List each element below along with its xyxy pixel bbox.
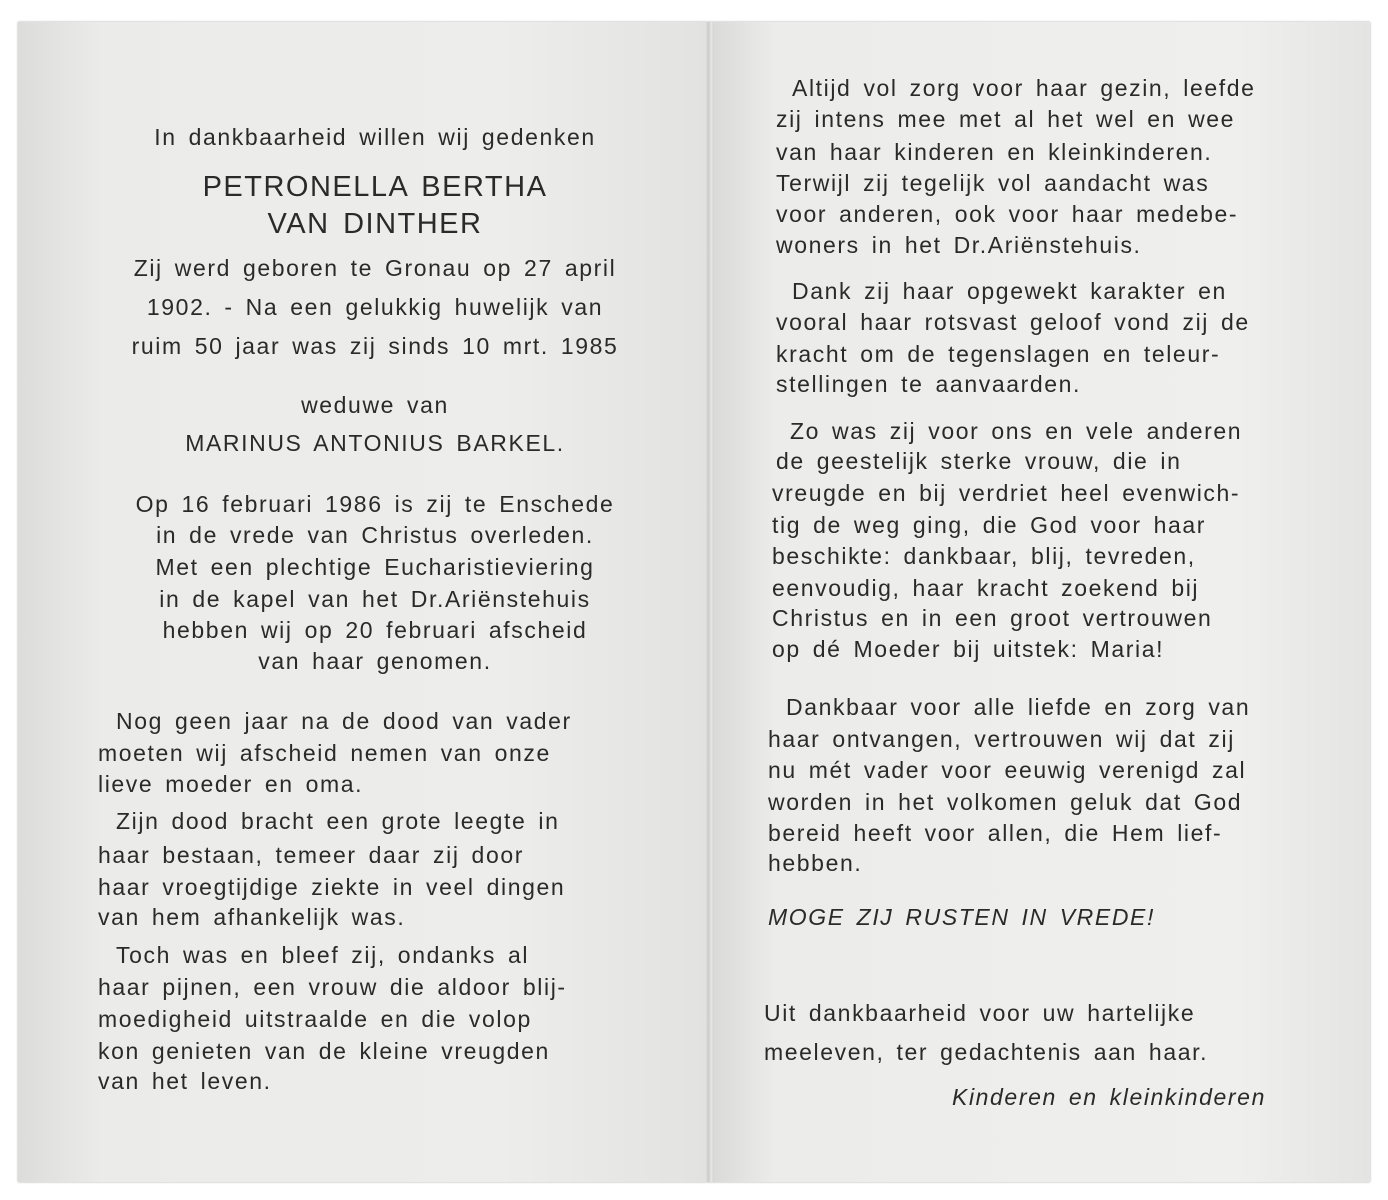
card-fold — [706, 22, 714, 1182]
intro-text: In dankbaarheid willen wij gedenken — [154, 124, 596, 150]
thanks-line: Uit dankbaarheid voor uw hartelijke — [764, 1000, 1196, 1026]
birth-line: ruim 50 jaar was zij sinds 10 mrt. 1985 — [131, 333, 619, 359]
widow-of-text: weduwe van — [301, 392, 449, 418]
right-paragraph-line: haar ontvangen, vertrouwen wij dat zij — [768, 726, 1235, 752]
left-paragraph-line: van het leven. — [98, 1068, 272, 1094]
right-paragraph-line: Dank zij haar opgewekt karakter en — [792, 278, 1227, 304]
left-paragraph-line: moedigheid uitstraalde en die volop — [98, 1006, 532, 1032]
right-paragraph-line: Altijd vol zorg voor haar gezin, leefde — [792, 75, 1256, 101]
right-paragraph-line: vooral haar rotsvast geloof vond zij de — [776, 309, 1250, 335]
right-paragraph-line: eenvoudig, haar kracht zoekend bij — [772, 575, 1200, 601]
right-paragraph-line: zij intens mee met al het wel en wee — [776, 106, 1236, 132]
death-line: hebben wij op 20 februari afscheid — [162, 617, 588, 643]
deceased-name-line1: PETRONELLA BERTHA — [202, 171, 548, 203]
right-paragraph-line: woners in het Dr.Ariënstehuis. — [776, 232, 1142, 258]
right-paragraph-line: Zo was zij voor ons en vele anderen — [790, 418, 1243, 444]
birth-line: Zij werd geboren te Gronau op 27 april — [133, 255, 617, 281]
death-line: Met een plechtige Eucharistieviering — [155, 554, 595, 580]
left-paragraph-line: haar bestaan, temeer daar zij door — [98, 842, 524, 868]
right-paragraph-line: vreugde en bij verdriet heel evenwich- — [772, 480, 1241, 506]
right-paragraph-line: nu mét vader voor eeuwig verenigd zal — [768, 757, 1247, 783]
death-line: in de kapel van het Dr.Ariënstehuis — [159, 586, 591, 612]
right-paragraph-line: kracht om de tegenslagen en teleur- — [776, 341, 1221, 367]
right-paragraph-line: worden in het volkomen geluk dat God — [768, 789, 1243, 815]
left-paragraph-line: moeten wij afscheid nemen van onze — [98, 740, 551, 766]
left-paragraph-line: haar vroegtijdige ziekte in veel dingen — [98, 874, 566, 900]
birth-line: 1902. - Na een gelukkig huwelijk van — [146, 294, 604, 320]
left-paragraph-line: Toch was en bleef zij, ondanks al — [116, 942, 530, 968]
right-paragraph-line: tig de weg ging, die God voor haar — [772, 512, 1207, 538]
thanks-line: meeleven, ter gedachtenis aan haar. — [764, 1039, 1209, 1065]
deceased-name-line2: VAN DINTHER — [267, 208, 483, 240]
left-paragraph-line: haar pijnen, een vrouw die aldoor blij- — [98, 974, 567, 1000]
right-paragraph-line: hebben. — [768, 850, 863, 876]
right-paragraph-line: beschikte: dankbaar, blij, tevreden, — [772, 543, 1196, 569]
left-paragraph-line: Nog geen jaar na de dood van vader — [116, 708, 572, 734]
right-paragraph-line: stellingen te aanvaarden. — [776, 371, 1082, 397]
right-paragraph-line: Terwijl zij tegelijk vol aandacht was — [776, 170, 1210, 196]
left-paragraph-line: kon genieten van de kleine vreugden — [98, 1038, 550, 1064]
right-paragraph-line: van haar kinderen en kleinkinderen. — [776, 139, 1213, 165]
signature-text: Kinderen en kleinkinderen — [952, 1084, 1266, 1110]
right-paragraph-line: Dankbaar voor alle liefde en zorg van — [786, 694, 1251, 720]
death-line: van haar genomen. — [258, 648, 492, 674]
prayer-text: MOGE ZIJ RUSTEN IN VREDE! — [768, 904, 1155, 930]
left-paragraph-line: lieve moeder en oma. — [98, 771, 364, 797]
right-paragraph-line: op dé Moeder bij uitstek: Maria! — [772, 636, 1165, 662]
left-paragraph-line: van hem afhankelijk was. — [98, 904, 406, 930]
right-paragraph-line: de geestelijk sterke vrouw, die in — [776, 448, 1182, 474]
husband-name: MARINUS ANTONIUS BARKEL. — [185, 430, 565, 456]
left-paragraph-line: Zijn dood bracht een grote leegte in — [116, 808, 560, 834]
death-line: Op 16 februari 1986 is zij te Enschede — [135, 491, 615, 517]
right-paragraph-line: Christus en in een groot vertrouwen — [772, 605, 1213, 631]
death-line: in de vrede van Christus overleden. — [156, 522, 594, 548]
right-paragraph-line: voor anderen, ook voor haar medebe- — [776, 201, 1239, 227]
right-paragraph-line: bereid heeft voor allen, die Hem lief- — [768, 820, 1223, 846]
